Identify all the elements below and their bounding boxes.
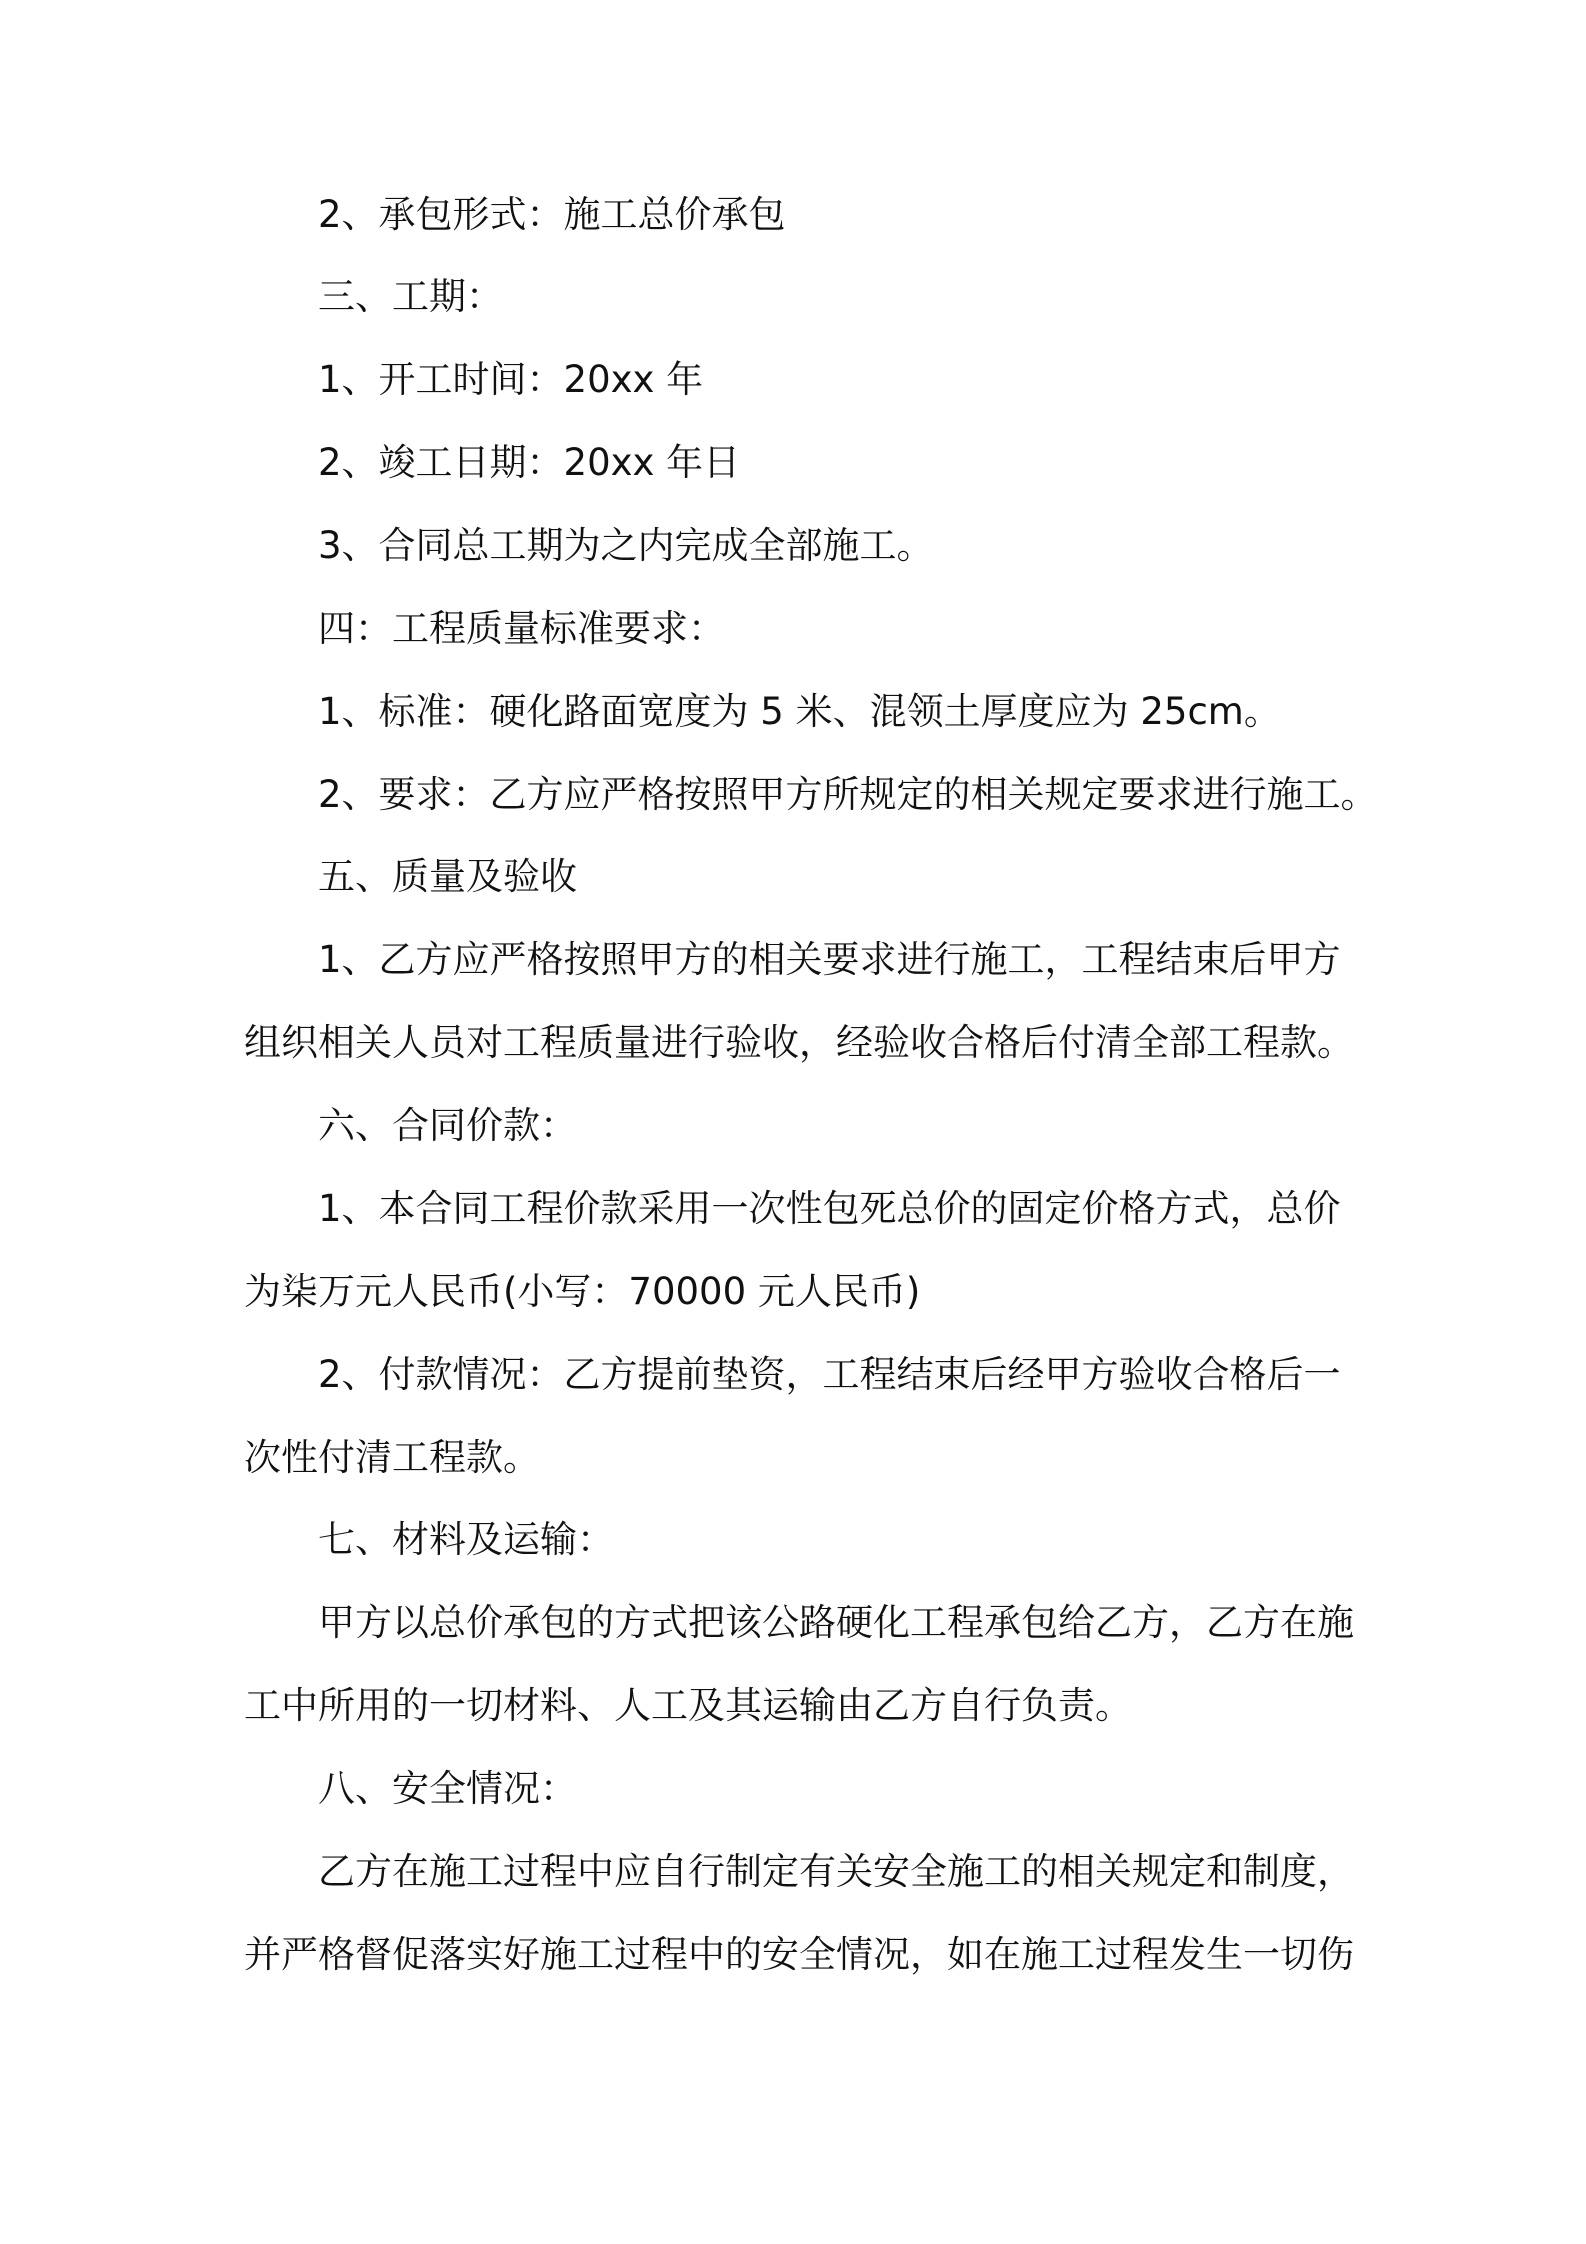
text-line: 次性付清工程款。	[244, 1436, 540, 1479]
text-line: 1、本合同工程价款采用一次性包死总价的固定价格方式，总价	[318, 1187, 1341, 1230]
text-line: 3、合同总工期为之内完成全部施工。	[318, 524, 934, 567]
text-line: 2、要求：乙方应严格按照甲方所规定的相关规定要求进行施工。	[318, 773, 1378, 816]
text-line: 乙方在施工过程中应自行制定有关安全施工的相关规定和制度，	[318, 1850, 1354, 1893]
section-heading: 六、合同价款：	[318, 1104, 577, 1147]
section-heading: 四：工程质量标准要求：	[318, 607, 725, 650]
section-heading: 七、材料及运输：	[318, 1518, 614, 1561]
text-line: 2、承包形式：施工总价承包	[318, 193, 786, 236]
text-line: 甲方以总价承包的方式把该公路硬化工程承包给乙方，乙方在施	[318, 1601, 1354, 1644]
text-line: 工中所用的一切材料、人工及其运输由乙方自行负责。	[244, 1684, 1132, 1727]
text-line: 1、开工时间：20xx 年	[318, 358, 704, 401]
section-heading: 八、安全情况：	[318, 1767, 577, 1810]
text-line: 1、乙方应严格按照甲方的相关要求进行施工，工程结束后甲方	[318, 938, 1341, 981]
text-line: 组织相关人员对工程质量进行验收，经验收合格后付清全部工程款。	[244, 1021, 1354, 1064]
section-heading: 三、工期：	[318, 275, 503, 318]
text-line: 2、竣工日期：20xx 年日	[318, 441, 741, 484]
section-heading: 五、质量及验收	[318, 855, 577, 898]
text-line: 为柒万元人民币(小写：70000 元人民币)	[244, 1270, 921, 1313]
text-line: 1、标准：硬化路面宽度为 5 米、混领土厚度应为 25cm。	[318, 690, 1281, 733]
text-line: 并严格督促落实好施工过程中的安全情况，如在施工过程发生一切伤	[244, 1933, 1354, 1976]
text-line: 2、付款情况：乙方提前垫资，工程结束后经甲方验收合格后一	[318, 1353, 1341, 1396]
